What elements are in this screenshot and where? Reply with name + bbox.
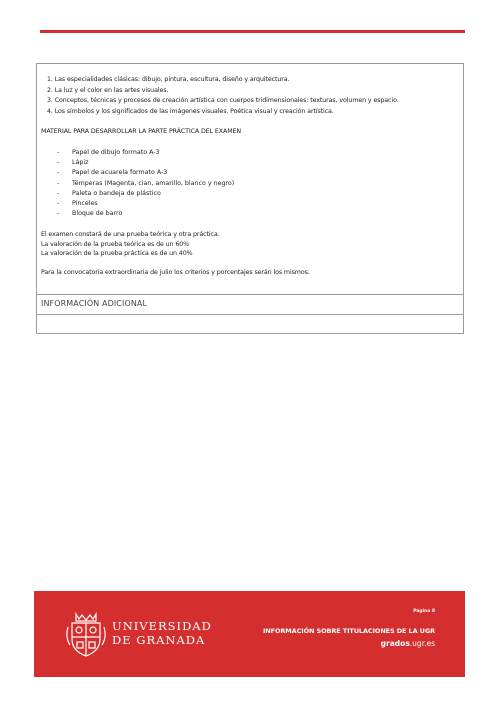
page-number: Página 8 <box>413 609 435 614</box>
dash-bullet: - <box>57 179 60 187</box>
header-rule <box>40 30 465 33</box>
material-list <box>57 148 234 219</box>
dash-bullet: - <box>57 189 60 197</box>
topic-item: 4. Los símbolos y los significados de las imágenes visuales. Poética visual y creación artística. <box>47 107 334 115</box>
dash-bullet: - <box>57 159 60 167</box>
material-item <box>57 189 234 199</box>
topic-item: 1. Las especialidades clásicas: dibujo, pintura, escultura, diseño y arquitectura. <box>47 76 290 83</box>
university-name <box>112 619 212 647</box>
grados-link-bold: grados <box>380 639 410 648</box>
topic-item: 3. Conceptos, técnicas y procesos de creación artística con cuerpos tridimensionales: texturas, volumen y espacio. <box>47 97 399 105</box>
exam-line: El examen constará de una prueba teórica y otra práctica. <box>41 231 220 238</box>
university-name-line: DE GRANADA <box>112 633 206 647</box>
material-item <box>57 168 234 178</box>
material-item-label: Bloque de barro <box>72 210 123 218</box>
additional-info-body <box>37 315 463 333</box>
grados-link[interactable] <box>381 639 435 648</box>
material-item-label: Papel de acuarela formato A-3 <box>72 169 168 177</box>
material-item <box>57 148 234 158</box>
university-crest-icon <box>64 609 108 659</box>
convocatoria-note: Para la convocatoria extraordinaria de julio los criterios y porcentajes serán los mismos. <box>41 269 310 276</box>
topic-list <box>47 75 399 117</box>
material-item <box>57 209 234 219</box>
additional-info-title: INFORMACIÓN ADICIONAL <box>41 299 148 308</box>
content-cell <box>37 64 463 295</box>
dash-bullet: - <box>57 210 60 218</box>
footer-banner <box>34 591 465 677</box>
material-item-label: Papel de dibujo formato A-3 <box>72 149 160 156</box>
material-item-label: Pinceles <box>72 200 98 208</box>
dash-bullet: - <box>57 200 60 208</box>
content-table <box>36 63 464 334</box>
material-item-label: Témperas (Magenta, cian, amarillo, blanco y negro) <box>72 179 235 187</box>
exam-description <box>41 230 220 259</box>
dash-bullet: - <box>57 169 60 177</box>
grados-link-domain: .ugr.es <box>409 639 435 648</box>
material-item <box>57 158 234 168</box>
topic-item: 2. La luz y el color en las artes visuales. <box>47 86 169 94</box>
exam-line: La valoración de la prueba práctica es de un 40% <box>41 250 193 258</box>
exam-line: La valoración de la prueba teórica es de un 60% <box>41 240 190 248</box>
material-item <box>57 199 234 209</box>
additional-info-header <box>37 295 463 315</box>
university-name-line: UNIVERSIDAD <box>112 619 212 633</box>
material-item-label: Lápiz <box>72 159 89 167</box>
material-heading: MATERIAL PARA DESARROLLAR LA PARTE PRÁCTICA DEL EXAMEN <box>41 128 242 135</box>
dash-bullet: - <box>57 149 60 156</box>
material-item-label: Paleta o bandeja de plástico <box>72 189 161 197</box>
titulaciones-info-title: INFORMACIÓN SOBRE TITULACIONES DE LA UGR <box>262 627 435 635</box>
material-item <box>57 179 234 189</box>
